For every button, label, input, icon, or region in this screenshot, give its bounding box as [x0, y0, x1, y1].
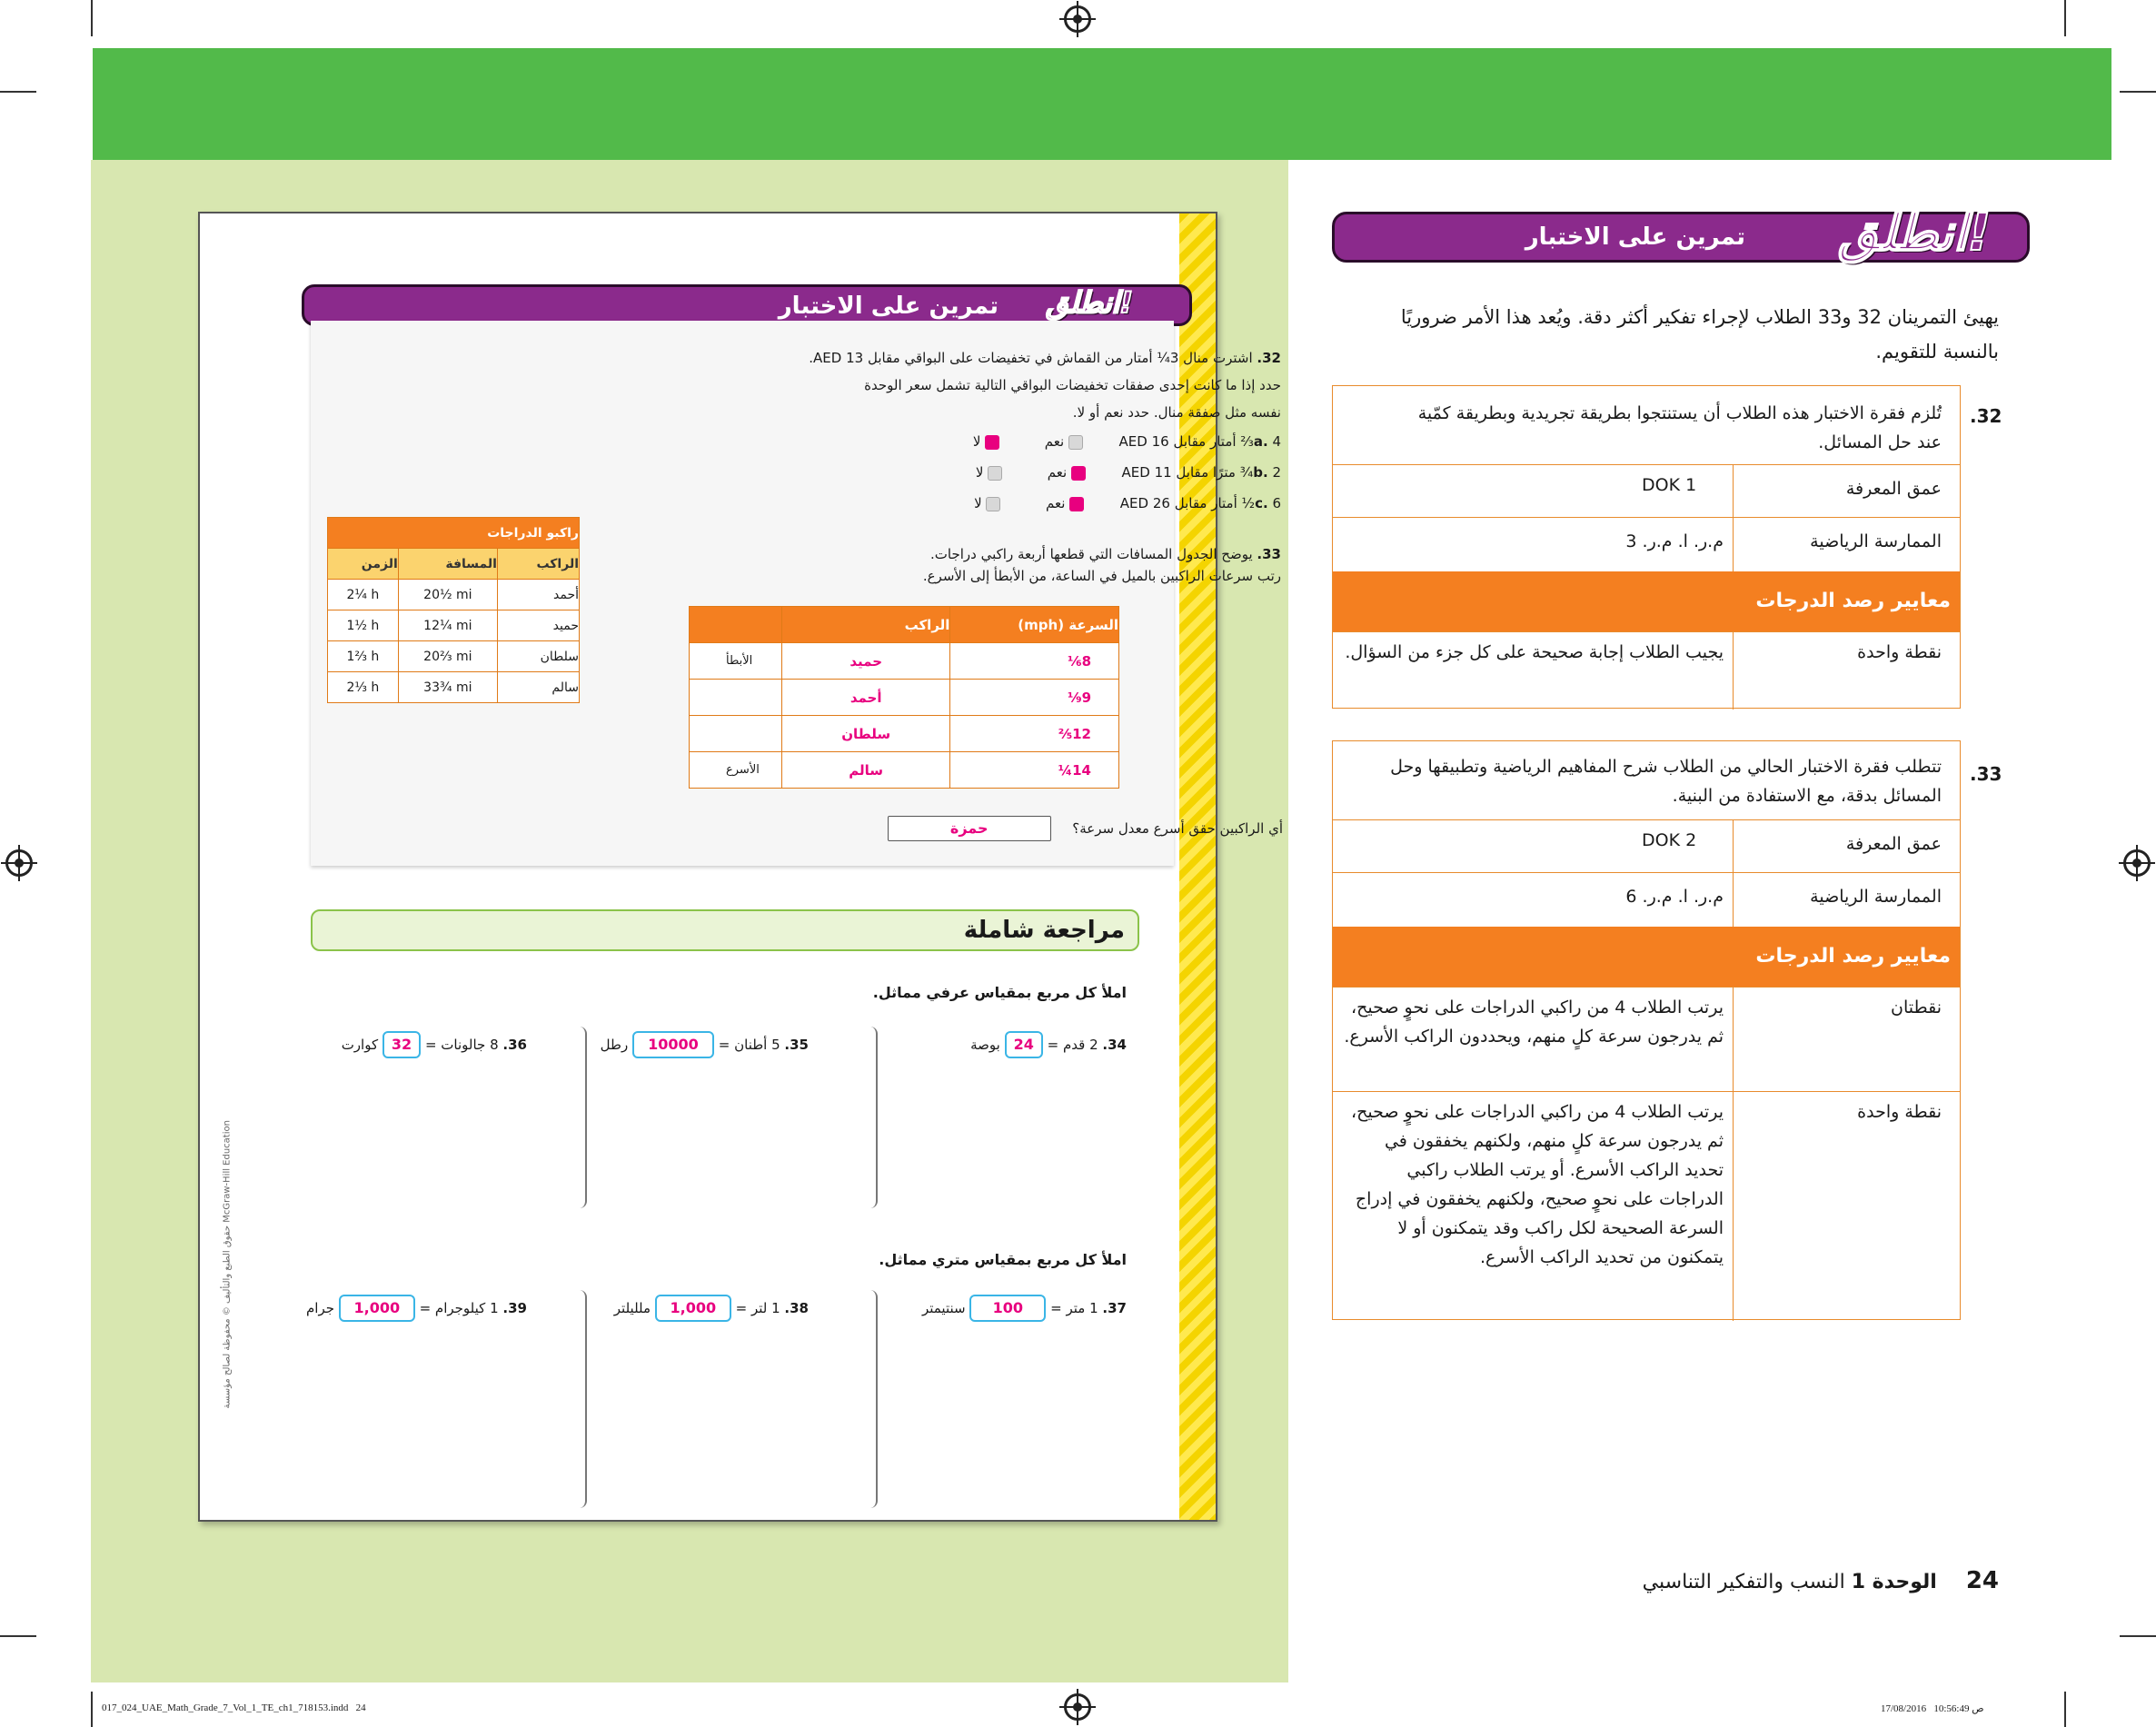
page-footer [1508, 1567, 1999, 1594]
option-letter: b. [1253, 464, 1268, 481]
copyright-vertical: حقوق الطبع والتأليف © محفوظة لصالح مؤسسة McGraw-Hill Education [222, 1120, 233, 1409]
q32-option-c [781, 493, 1281, 524]
header-rider: الراكب [781, 607, 950, 643]
table-row [690, 752, 1119, 789]
answer-box[interactable]: 32 [383, 1031, 421, 1058]
score-text: يرتب الطلاب 4 من راكبي الدراجات على نحوٍ صحيح، ثم يدرجون سرعة كلٍ منهم، ولكنهم يخفقون في تحديد الراكب الأسرع. أو يرتب الطلاب راكبي الدراجات على نحوٍ صحيح، ولكنهم يخفقون في إدراج السرعة الصحيحة لكل راكب وقد يتمكنون أو لا يتمكنون من تحديد الراكب الأسرع. [1350, 1102, 1724, 1267]
answer-box[interactable]: 1,000 [655, 1295, 731, 1322]
rubric32-dok-row [1333, 464, 1960, 517]
practice-value: م.ر. ا. م.ر. 6 [1625, 887, 1724, 907]
card-banner-title: تمرين على الاختبار [778, 293, 999, 320]
option-text: 2¾ مترًا مقابل 11 AED [1121, 464, 1281, 481]
print-timestamp: 17/08/2016 10:56:49 ص [1881, 1703, 1984, 1714]
rubric32-description: تُلزم فقرة الاختبار هذه الطلاب أن يستنتجوا بطريقة تجريدية وبطريقة كمّية عند حل المسائل. [1417, 403, 1942, 452]
dok-value: DOK 2 [1642, 830, 1697, 850]
rider-cell: حميد [497, 610, 579, 641]
q32-num: 32. [1257, 350, 1281, 366]
speed-cell: 8⅙ [950, 643, 1119, 680]
item-unit: رطل [600, 1037, 629, 1053]
q32-option-a [781, 432, 1281, 462]
registration-mark-bottom [1064, 1693, 1091, 1721]
page-number: 24 [1965, 1567, 1999, 1594]
answer-box[interactable]: 100 [969, 1295, 1046, 1322]
dok-label: عمق المعرفة [1845, 834, 1942, 854]
answer-box[interactable]: 24 [1005, 1031, 1043, 1058]
review-instruction-1: املأ كل مربع بمقياس عرفي مماثل. [872, 984, 1127, 1001]
no-checkbox[interactable] [986, 497, 1000, 511]
table-row [690, 643, 1119, 680]
q33-num: 33. [1257, 546, 1281, 562]
time-cell: 1½ h [328, 610, 399, 641]
table-row [328, 610, 580, 641]
time-cell: 2¼ h [328, 580, 399, 610]
yes-checkbox[interactable] [1068, 435, 1083, 450]
speed-cell: 9⅑ [950, 680, 1119, 716]
review-instruction-2: املأ كل مربع بمقياس متري مماثل. [879, 1251, 1127, 1268]
registration-mark-right [2123, 849, 2151, 877]
review-item-34 [836, 1031, 1127, 1058]
speed-cell: 14¼ [950, 752, 1119, 789]
registration-mark-left [5, 849, 33, 877]
item-num: 37. [1102, 1300, 1127, 1316]
bracket-line [580, 1290, 587, 1508]
option-letter: a. [1253, 433, 1268, 450]
no-checkbox[interactable] [985, 435, 999, 450]
no-label: لا [974, 495, 982, 511]
no-label: لا [975, 464, 984, 481]
rubric32-table [1332, 385, 1961, 709]
speed-table [689, 606, 1119, 789]
table-row [328, 672, 580, 703]
intro-paragraph: يهيئ التمرينان 32 و33 الطلاب لإجراء تفكير أكثر دقة. ويُعد هذا الأمر ضروريًا بالنسبة للتقويم. [1400, 306, 1999, 362]
table-row [328, 580, 580, 610]
yes-checkbox[interactable] [1071, 466, 1086, 481]
q32-options [781, 432, 1281, 524]
item-num: 34. [1102, 1037, 1127, 1053]
teacher-banner-title: تمرين على الاختبار [1525, 223, 1745, 251]
rider-cell: سالم [497, 672, 579, 703]
item-unit: سنتيمتر [921, 1300, 966, 1316]
score-label: نقطة واحدة [1857, 1102, 1942, 1122]
rubric32-criteria-header: معايير رصد الدرجات [1333, 571, 1960, 631]
q33-answer-box[interactable]: حمزة [888, 816, 1051, 841]
header-time: الزمن [328, 549, 399, 580]
bracket-line [580, 1027, 587, 1208]
rubric32-number: 32. [1970, 405, 2002, 427]
rubric33-description: تتطلب فقرة الاختبار الحالي من الطلاب شرح المفاهيم الرياضية وتطبيقها وحل المسائل بدقة، مع الاستفادة من البنية. [1390, 757, 1942, 806]
distance-cell: 33¾ mi [398, 672, 497, 703]
item-unit: ملليلتر [613, 1300, 651, 1316]
rider-cell[interactable]: سلطان [781, 716, 950, 752]
item-left: 1 كيلوجرام = [419, 1300, 499, 1316]
no-checkbox[interactable] [988, 466, 1002, 481]
time-cell: 1⅔ h [328, 641, 399, 672]
answer-box[interactable]: 10000 [632, 1031, 714, 1058]
top-green-band [93, 48, 2111, 160]
rubric32-practice-row [1333, 517, 1960, 571]
score-label: نقطة واحدة [1857, 642, 1942, 662]
rubric32-score-row [1333, 631, 1960, 710]
yes-label: نعم [1046, 495, 1066, 511]
header-speed: السرعة (mph) [950, 607, 1119, 643]
practice-label: الممارسة الرياضية [1810, 887, 1942, 907]
file-name: 017_024_UAE_Math_Grade_7_Vol_1_TE_ch1_718153.indd 24 [102, 1702, 366, 1713]
item-num: 38. [784, 1300, 809, 1316]
speed-cell: 12⅖ [950, 716, 1119, 752]
cyclists-table [327, 517, 580, 703]
note-cell: الأبطأ [690, 643, 782, 680]
rubric33-score2-row [1333, 987, 1960, 1091]
review-bar [311, 909, 1139, 951]
header-distance: المسافة [398, 549, 497, 580]
cyclists-table-title: راكبو الدراجات [328, 518, 580, 549]
item-num: 36. [502, 1037, 527, 1053]
rider-cell: أحمد [497, 580, 579, 610]
table-row [690, 680, 1119, 716]
q32-text [563, 348, 1281, 422]
review-item-39 [254, 1295, 527, 1322]
distance-cell: 12¼ mi [398, 610, 497, 641]
registration-mark-top [1064, 5, 1091, 33]
dok-value: DOK 1 [1642, 475, 1697, 495]
q33-question [692, 816, 1283, 841]
answer-box[interactable]: 1,000 [339, 1295, 415, 1322]
q33-text [654, 544, 1281, 586]
score-text: يجيب الطلاب إجابة صحيحة على كل جزء من السؤال. [1345, 642, 1724, 662]
dok-label: عمق المعرفة [1845, 479, 1942, 499]
q33-line2: رتب سرعات الراكبين بالميل في الساعة، من الأبطأ إلى الأسرع. [922, 568, 1281, 584]
rubric33-score1-row [1333, 1091, 1960, 1321]
q33-line1: يوضح الجدول المسافات التي قطعها أربعة راكبي دراجات. [930, 546, 1253, 562]
option-letter: c. [1255, 495, 1268, 511]
rubric33-number: 33. [1970, 763, 2002, 785]
yes-checkbox[interactable] [1069, 497, 1084, 511]
card-banner-logo: انطلق! [1046, 285, 1133, 320]
rider-cell[interactable]: حميد [781, 643, 950, 680]
item-unit: جرام [306, 1300, 335, 1316]
item-unit: بوصة [970, 1037, 1000, 1053]
q33-question-text: أي الراكبين حقق أسرع معدل سرعة؟ [1072, 820, 1283, 837]
rubric33-practice-row [1333, 872, 1960, 927]
rider-cell: سلطان [497, 641, 579, 672]
bracket-line [870, 1027, 878, 1208]
unit-label: الوحدة 1 [1851, 1571, 1937, 1593]
item-left: 1 متر = [1050, 1300, 1098, 1316]
practice-value: م.ر. ا. م.ر. 3 [1625, 531, 1724, 551]
q32-option-b [781, 462, 1281, 493]
option-text: 6½ أمتار مقابل 26 AED [1119, 495, 1281, 511]
unit-title: النسب والتفكير التناسبي [1642, 1571, 1845, 1593]
review-title: مراجعة شاملة [963, 917, 1125, 944]
header-rider: الراكب [497, 549, 579, 580]
header-note [690, 607, 782, 643]
teacher-banner-logo: انطلق! [1838, 203, 1991, 263]
distance-cell: 20⅔ mi [398, 641, 497, 672]
item-left: 2 قدم = [1047, 1037, 1098, 1053]
item-left: 5 أطنان = [718, 1037, 780, 1053]
rider-cell[interactable]: أحمد [781, 680, 950, 716]
table-row [328, 641, 580, 672]
time-cell: 2⅓ h [328, 672, 399, 703]
table-row [690, 716, 1119, 752]
yes-label: نعم [1047, 464, 1068, 481]
option-text: 4⅔ أمتار مقابل 16 AED [1118, 433, 1281, 450]
student-page-card [198, 212, 1283, 1522]
yes-label: نعم [1044, 433, 1065, 450]
note-cell: الأسرع [690, 752, 782, 789]
score-text: يرتب الطلاب 4 من راكبي الدراجات على نحوٍ صحيح، ثم يدرجون سرعة كلٍ منهم، ويحددون الراكب الأسرع. [1344, 997, 1724, 1047]
bracket-line [870, 1290, 878, 1508]
item-left: 1 لتر = [735, 1300, 780, 1316]
teacher-banner [1332, 203, 2030, 263]
rubric33-table [1332, 740, 1961, 1320]
score-label: نقطتان [1891, 997, 1942, 1017]
practice-label: الممارسة الرياضية [1810, 531, 1942, 551]
item-num: 35. [784, 1037, 809, 1053]
rubric33-criteria-header: معايير رصد الدرجات [1333, 927, 1960, 987]
q32-line1: اشترت منال 3¼ أمتار من القماش في تخفيضات على البواقي مقابل 13 AED. [809, 350, 1253, 366]
review-item-36 [254, 1031, 527, 1058]
item-unit: كوارت [341, 1037, 379, 1053]
note-cell [690, 680, 782, 716]
rider-cell[interactable]: سالم [781, 752, 950, 789]
distance-cell: 20½ mi [398, 580, 497, 610]
note-cell [690, 716, 782, 752]
rubric33-dok-row [1333, 819, 1960, 872]
item-num: 39. [502, 1300, 527, 1316]
no-label: لا [972, 433, 981, 450]
item-left: 8 جالونات = [424, 1037, 499, 1053]
q32-line2: حدد إذا ما كانت إحدى صفقات تخفيضات البواقي التالية تشمل سعر الوحدة [864, 377, 1281, 393]
review-item-37 [836, 1295, 1127, 1322]
q32-line3: نفسه مثل صفقة منال. حدد نعم أو لا. [1072, 404, 1281, 421]
